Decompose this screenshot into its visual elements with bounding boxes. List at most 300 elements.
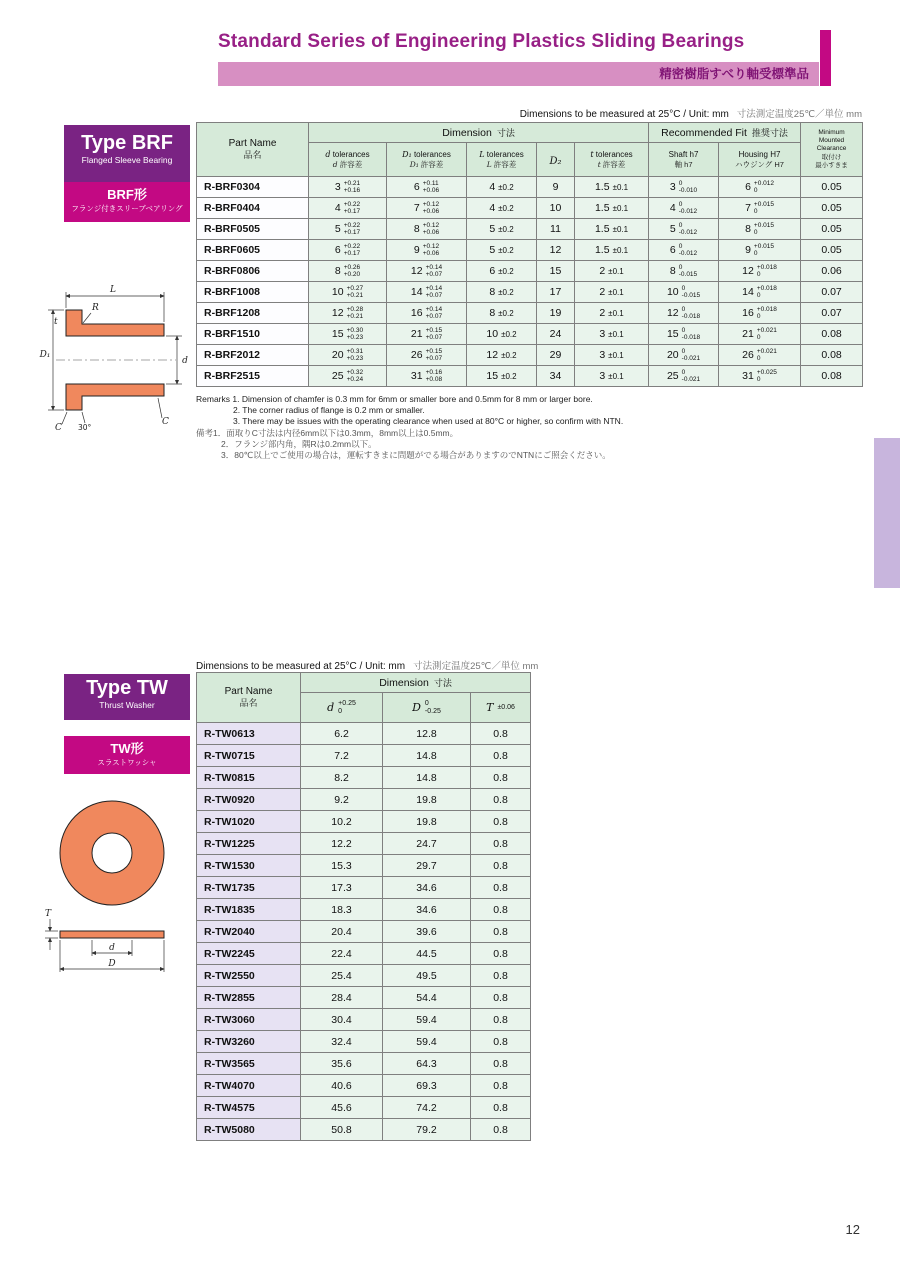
t-cell: 3 ±0.1 [575,366,649,387]
tolerance-stack: +0.14 +0.07 [425,284,443,299]
tolerance-stack: +0.12 +0.06 [422,200,440,215]
tolerance-stack: +0.26 +0.20 [343,263,361,278]
tw-table-row [197,1119,531,1141]
T-cell: 0.8 [471,987,531,1009]
shaft-cell: 5 0 -0.012 [649,219,719,240]
part-name-cell: R-TW0715 [197,745,301,767]
d-cell: 9.2 [301,789,383,811]
part-name-cell: R-BRF0304 [197,177,309,198]
D-cell: 59.4 [383,1009,471,1031]
d-cell: 30.4 [301,1009,383,1031]
part-name-cell: R-BRF0806 [197,261,309,282]
tw-type-block [64,674,190,720]
housing-cell: 26 +0.021 0 [719,345,801,366]
T-cell: 0.8 [471,943,531,965]
page-subtitle-jp: 精密樹脂すべり軸受標準品 [659,67,809,81]
clearance-cell: 0.05 [801,177,863,198]
d2-cell: 9 [537,177,575,198]
D-cell: 24.7 [383,833,471,855]
d2-cell: 12 [537,240,575,261]
shaft-cell: 3 0 -0.010 [649,177,719,198]
housing-cell: 12 +0.018 0 [719,261,801,282]
d-cell: 20.4 [301,921,383,943]
unit-note-jp: 寸法測定温度25℃／単位 mm [413,661,539,672]
tolerance-stack: 0 -0.012 [678,200,698,215]
brf-type-label: Type BRF [81,132,173,154]
D-cell: 64.3 [383,1053,471,1075]
l-cell: 8 ±0.2 [467,303,537,324]
part-name-cell: R-BRF2012 [197,345,309,366]
tolerance-stack: +0.15 +0.07 [425,347,443,362]
T-cell: 0.8 [471,965,531,987]
D-cell: 34.6 [383,899,471,921]
brf-col-t-tolerances: t tolerances t 許容差 [575,143,649,177]
D-cell: 54.4 [383,987,471,1009]
d-cell: 25 +0.32 +0.24 [309,366,387,387]
unit-note-jp: 寸法測定温度25℃／単位 mm [736,109,862,120]
T-cell: 0.8 [471,833,531,855]
tw-type-block-jp [64,736,190,774]
page-title: Standard Series of Engineering Plastics Sliding Bearings [218,31,745,52]
remark-line: 3. There may be issues with the operating clearance when used at 80°C or higher, so confirm with NTN. [233,416,624,427]
brf-table-row [197,303,863,324]
part-name-cell: R-TW2550 [197,965,301,987]
tolerance-stack: 0 -0.012 [678,221,698,236]
tolerance-stack: +0.11 +0.06 [422,179,440,194]
tolerance-stack: +0.31 +0.23 [346,347,364,362]
brf-table-row [197,198,863,219]
tolerance-stack: 0 -0.021 [681,347,701,362]
D-cell: 74.2 [383,1097,471,1119]
part-name-cell: R-TW1530 [197,855,301,877]
d-cell: 50.8 [301,1119,383,1141]
clearance-cell: 0.05 [801,198,863,219]
d-cell: 25.4 [301,965,383,987]
d-cell: 12 +0.28 +0.21 [309,303,387,324]
remark-line: 2. The corner radius of flange is 0.2 mm or smaller. [233,405,425,416]
dim-label-D1: D₁ [39,350,51,360]
shaft-cell: 15 0 -0.018 [649,324,719,345]
l-cell: 15 ±0.2 [467,366,537,387]
part-name-cell: R-BRF2515 [197,366,309,387]
tw-col-dimension: Dimension 寸法 [301,673,531,693]
part-name-cell: R-TW1835 [197,899,301,921]
d2-cell: 19 [537,303,575,324]
l-cell: 5 ±0.2 [467,219,537,240]
tolerance-stack: +0.15 +0.07 [425,326,443,341]
brf-type-block-jp [64,182,190,222]
d-cell: 20 +0.31 +0.23 [309,345,387,366]
tw-table-row [197,1075,531,1097]
part-name-cell: R-BRF1008 [197,282,309,303]
tw-table-row [197,943,531,965]
brf-type-block [64,125,190,182]
shaft-cell: 4 0 -0.012 [649,198,719,219]
d2-cell: 11 [537,219,575,240]
tolerance-stack: +0.22 +0.17 [343,200,361,215]
d-cell: 15.3 [301,855,383,877]
part-name-cell: R-TW0815 [197,767,301,789]
T-cell: 0.8 [471,1031,531,1053]
d2-cell: 24 [537,324,575,345]
T-cell: 0.8 [471,1053,531,1075]
d1-cell: 7 +0.12 +0.06 [387,198,467,219]
tolerance-stack: +0.30 +0.23 [346,326,364,341]
part-name-cell: R-TW0920 [197,789,301,811]
d-cell: 7.2 [301,745,383,767]
tw-table-row [197,833,531,855]
dim-label-R: R [92,303,99,313]
d1-cell: 31 +0.16 +0.08 [387,366,467,387]
page-edge-tab [874,438,900,588]
tw-table-body [197,723,531,1141]
washer-bore-circle [92,833,132,873]
tw-table [196,672,531,1141]
tw-table-row [197,899,531,921]
unit-note-en: Dimensions to be measured at 25°C / Unit: mm [519,109,729,120]
brf-col-housing: Housing H7 ハウジング H7 [719,143,801,177]
tw-type-sublabel: Thrust Washer [99,700,155,710]
d-cell: 3 +0.21 +0.16 [309,177,387,198]
brf-table-body [197,177,863,387]
t-cell: 1.5 ±0.1 [575,177,649,198]
remark-line-jp: 3．80℃以上でご使用の場合は，運転すきまに問題がでる場合がありますのでNTNにご照会ください。 [221,450,611,461]
tw-type-label: Type TW [86,677,168,699]
tolerance-stack: 0 -0.021 [681,368,701,383]
dim-label-d: d [109,943,115,953]
tw-table-row [197,745,531,767]
tw-table-row [197,855,531,877]
d2-cell: 15 [537,261,575,282]
tolerance-stack: +0.015 0 [753,221,774,236]
tolerance-stack: +0.27 +0.21 [346,284,364,299]
part-name-cell: R-TW2245 [197,943,301,965]
tw-table-row [197,965,531,987]
d-cell: 28.4 [301,987,383,1009]
part-name-cell: R-BRF0505 [197,219,309,240]
D-cell: 44.5 [383,943,471,965]
tolerance-stack: +0.22 +0.17 [343,221,361,236]
tolerance-stack: +0.025 0 [756,368,777,383]
D-cell: 14.8 [383,767,471,789]
D-cell: 59.4 [383,1031,471,1053]
clearance-cell: 0.07 [801,303,863,324]
brf-col-recommended-fit: Recommended Fit 推奨寸法 [649,123,801,143]
housing-cell: 14 +0.018 0 [719,282,801,303]
tolerance-stack: +0.12 +0.06 [422,242,440,257]
brf-col-min-clearance: Minimum Mounted Clearance 取付け 最小すきま [801,123,863,177]
d-cell: 6.2 [301,723,383,745]
l-cell: 4 ±0.2 [467,198,537,219]
tolerance-stack: 0 -0.015 [678,263,698,278]
dim-label-C2: C [162,417,169,427]
part-name-cell: R-BRF1208 [197,303,309,324]
tolerance-stack: +0.021 0 [756,347,777,362]
T-cell: 0.8 [471,1075,531,1097]
housing-cell: 6 +0.012 0 [719,177,801,198]
brf-col-l-tolerances: L tolerances L 許容差 [467,143,537,177]
t-cell: 3 ±0.1 [575,324,649,345]
brf-col-d2: D₂ [537,143,575,177]
brf-col-d-tolerances: d tolerances d 許容差 [309,143,387,177]
part-name-cell: R-TW1735 [197,877,301,899]
brf-unit-note [520,106,862,120]
d-cell: 32.4 [301,1031,383,1053]
d1-cell: 12 +0.14 +0.07 [387,261,467,282]
d1-cell: 6 +0.11 +0.06 [387,177,467,198]
brf-table-row [197,219,863,240]
remark-line: Remarks 1. Dimension of chamfer is 0.3 mm for 6mm or smaller bore and 0.5mm for 8 mm or larger bore. [196,394,593,404]
tolerance-stack: +0.21 +0.16 [343,179,361,194]
d-cell: 6 +0.22 +0.17 [309,240,387,261]
tw-type-sublabel-jp: スラストワッシャ [97,757,157,767]
T-cell: 0.8 [471,811,531,833]
brf-col-part-name: Part Name 品名 [197,123,309,177]
d-cell: 5 +0.22 +0.17 [309,219,387,240]
brf-table-row [197,282,863,303]
tolerance-stack: 0 -0.015 [681,284,701,299]
tw-unit-note [196,658,538,672]
d-cell: 12.2 [301,833,383,855]
tolerance-stack: +0.021 0 [756,326,777,341]
tw-col-T: T ±0.06 [471,693,531,723]
d1-cell: 8 +0.12 +0.06 [387,219,467,240]
tolerance-stack: +0.015 0 [753,242,774,257]
D-cell: 29.7 [383,855,471,877]
dim-label-t: t [54,317,58,327]
housing-cell: 7 +0.015 0 [719,198,801,219]
tw-table-row [197,789,531,811]
tolerance-stack: +0.015 0 [753,200,774,215]
d-cell: 22.4 [301,943,383,965]
d1-cell: 21 +0.15 +0.07 [387,324,467,345]
housing-cell: 16 +0.018 0 [719,303,801,324]
tw-table-row [197,1053,531,1075]
tolerance-stack: +0.28 +0.21 [346,305,364,320]
brf-type-sublabel-jp: フランジ付きスリーブベアリング [71,203,183,213]
l-cell: 5 ±0.2 [467,240,537,261]
brf-table-row [197,261,863,282]
housing-cell: 9 +0.015 0 [719,240,801,261]
tw-table-row [197,811,531,833]
T-cell: 0.8 [471,899,531,921]
d2-cell: 10 [537,198,575,219]
tw-table-row [197,1031,531,1053]
tolerance-stack: 0 -0.018 [681,305,701,320]
tolerance-stack: +0.14 +0.07 [425,305,443,320]
d-cell: 35.6 [301,1053,383,1075]
clearance-cell: 0.06 [801,261,863,282]
remark-line-jp: 2．フランジ部内角，隅Rは0.2mm以下。 [221,439,377,450]
clearance-cell: 0.08 [801,345,863,366]
tw-table-row [197,877,531,899]
D-cell: 34.6 [383,877,471,899]
part-name-cell: R-TW3060 [197,1009,301,1031]
part-name-cell: R-BRF0605 [197,240,309,261]
d1-cell: 9 +0.12 +0.06 [387,240,467,261]
tw-col-d: d +0.25 0 [301,693,383,723]
d-cell: 8.2 [301,767,383,789]
D-cell: 69.3 [383,1075,471,1097]
part-name-cell: R-TW4070 [197,1075,301,1097]
shaft-cell: 25 0 -0.021 [649,366,719,387]
D-cell: 12.8 [383,723,471,745]
T-cell: 0.8 [471,789,531,811]
T-cell: 0.8 [471,1009,531,1031]
d2-cell: 34 [537,366,575,387]
part-name-cell: R-TW5080 [197,1119,301,1141]
tw-type-label-jp: TW形 [110,741,144,756]
bearing-lower-section [66,384,164,410]
tolerance-stack: +0.018 0 [756,284,777,299]
T-cell: 0.8 [471,877,531,899]
clearance-cell: 0.05 [801,219,863,240]
part-name-cell: R-BRF1510 [197,324,309,345]
tolerance-stack: 0 -0.012 [678,242,698,257]
d2-cell: 17 [537,282,575,303]
t-cell: 2 ±0.1 [575,282,649,303]
shaft-cell: 20 0 -0.021 [649,345,719,366]
dim-label-T: T [45,909,52,919]
T-cell: 0.8 [471,921,531,943]
D-cell: 14.8 [383,745,471,767]
clearance-cell: 0.08 [801,324,863,345]
brf-table-row [197,366,863,387]
brf-section-drawing [36,232,192,434]
shaft-cell: 6 0 -0.012 [649,240,719,261]
housing-cell: 31 +0.025 0 [719,366,801,387]
brf-remarks [196,394,868,461]
brf-col-d1-tolerances: D₁ tolerances D₁ 許容差 [387,143,467,177]
part-name-cell: R-TW2855 [197,987,301,1009]
d-cell: 17.3 [301,877,383,899]
tw-col-part-name: Part Name 品名 [197,673,301,723]
clearance-cell: 0.07 [801,282,863,303]
part-name-cell: R-BRF0404 [197,198,309,219]
remark-line-jp: 備考1．面取りC寸法は内径6mm以下は0.3mm，8mm以上は0.5mm。 [196,428,459,439]
shaft-cell: 8 0 -0.015 [649,261,719,282]
d-cell: 8 +0.26 +0.20 [309,261,387,282]
d-cell: 10 +0.27 +0.21 [309,282,387,303]
brf-col-dimension: Dimension 寸法 [309,123,649,143]
t-cell: 2 ±0.1 [575,303,649,324]
dim-label-L: L [110,285,116,295]
l-cell: 12 ±0.2 [467,345,537,366]
D-cell: 19.8 [383,789,471,811]
brf-table-row [197,177,863,198]
tolerance-stack: 0 -0.010 [678,179,698,194]
tw-table-row [197,767,531,789]
housing-cell: 8 +0.015 0 [719,219,801,240]
d1-cell: 16 +0.14 +0.07 [387,303,467,324]
brf-col-shaft: Shaft h7 軸 h7 [649,143,719,177]
brf-type-label-jp: BRF形 [107,187,147,202]
tw-table-row [197,723,531,745]
housing-cell: 21 +0.021 0 [719,324,801,345]
t-cell: 2 ±0.1 [575,261,649,282]
D-cell: 39.6 [383,921,471,943]
brf-table-row [197,345,863,366]
d-cell: 18.3 [301,899,383,921]
tolerance-stack: +0.22 +0.17 [343,242,361,257]
tolerance-stack: +0.018 0 [756,263,777,278]
l-cell: 4 ±0.2 [467,177,537,198]
l-cell: 8 ±0.2 [467,282,537,303]
T-cell: 0.8 [471,723,531,745]
d1-cell: 14 +0.14 +0.07 [387,282,467,303]
part-name-cell: R-TW1225 [197,833,301,855]
D-cell: 79.2 [383,1119,471,1141]
tolerance-stack: +0.018 0 [756,305,777,320]
dim-label-C: C [55,423,62,433]
d-cell: 40.6 [301,1075,383,1097]
clearance-cell: 0.05 [801,240,863,261]
t-cell: 1.5 ±0.1 [575,219,649,240]
dim-label-D: D [108,959,116,969]
brf-table-row [197,240,863,261]
t-cell: 1.5 ±0.1 [575,198,649,219]
d1-cell: 26 +0.15 +0.07 [387,345,467,366]
t-cell: 1.5 ±0.1 [575,240,649,261]
brf-type-sublabel: Flanged Sleeve Bearing [81,155,173,165]
brf-table [196,122,863,387]
d-cell: 4 +0.22 +0.17 [309,198,387,219]
tolerance-stack: +0.12 +0.06 [422,221,440,236]
d-cell: 15 +0.30 +0.23 [309,324,387,345]
tolerance-stack: +0.14 +0.07 [425,263,443,278]
d-cell: 10.2 [301,811,383,833]
tolerance-stack: +0.012 0 [753,179,774,194]
shaft-cell: 10 0 -0.015 [649,282,719,303]
tolerance-stack: +0.32 +0.24 [346,368,364,383]
page-number: 12 [845,1222,860,1237]
tolerance-stack: 0 -0.018 [681,326,701,341]
washer-side-view [60,931,164,938]
d-cell: 45.6 [301,1097,383,1119]
dim-label-angle: 30° [78,423,92,432]
clearance-cell: 0.08 [801,366,863,387]
part-name-cell: R-TW0613 [197,723,301,745]
part-name-cell: R-TW4575 [197,1097,301,1119]
accent-bar [820,30,831,86]
unit-note-en: Dimensions to be measured at 25°C / Unit: mm [196,661,406,672]
part-name-cell: R-TW3260 [197,1031,301,1053]
l-cell: 10 ±0.2 [467,324,537,345]
tw-table-row [197,987,531,1009]
tw-table-row [197,1097,531,1119]
shaft-cell: 12 0 -0.018 [649,303,719,324]
l-cell: 6 ±0.2 [467,261,537,282]
tw-col-D: D 0 -0.25 [383,693,471,723]
dim-label-d: d [182,356,188,366]
T-cell: 0.8 [471,1119,531,1141]
T-cell: 0.8 [471,767,531,789]
tw-table-row [197,1009,531,1031]
brf-table-row [197,324,863,345]
T-cell: 0.8 [471,745,531,767]
part-name-cell: R-TW1020 [197,811,301,833]
T-cell: 0.8 [471,1097,531,1119]
t-cell: 3 ±0.1 [575,345,649,366]
d2-cell: 29 [537,345,575,366]
tolerance-stack: +0.16 +0.08 [425,368,443,383]
tw-section-drawing [40,795,190,980]
D-cell: 49.5 [383,965,471,987]
D-cell: 19.8 [383,811,471,833]
T-cell: 0.8 [471,855,531,877]
bearing-upper-section [66,310,164,336]
part-name-cell: R-TW2040 [197,921,301,943]
